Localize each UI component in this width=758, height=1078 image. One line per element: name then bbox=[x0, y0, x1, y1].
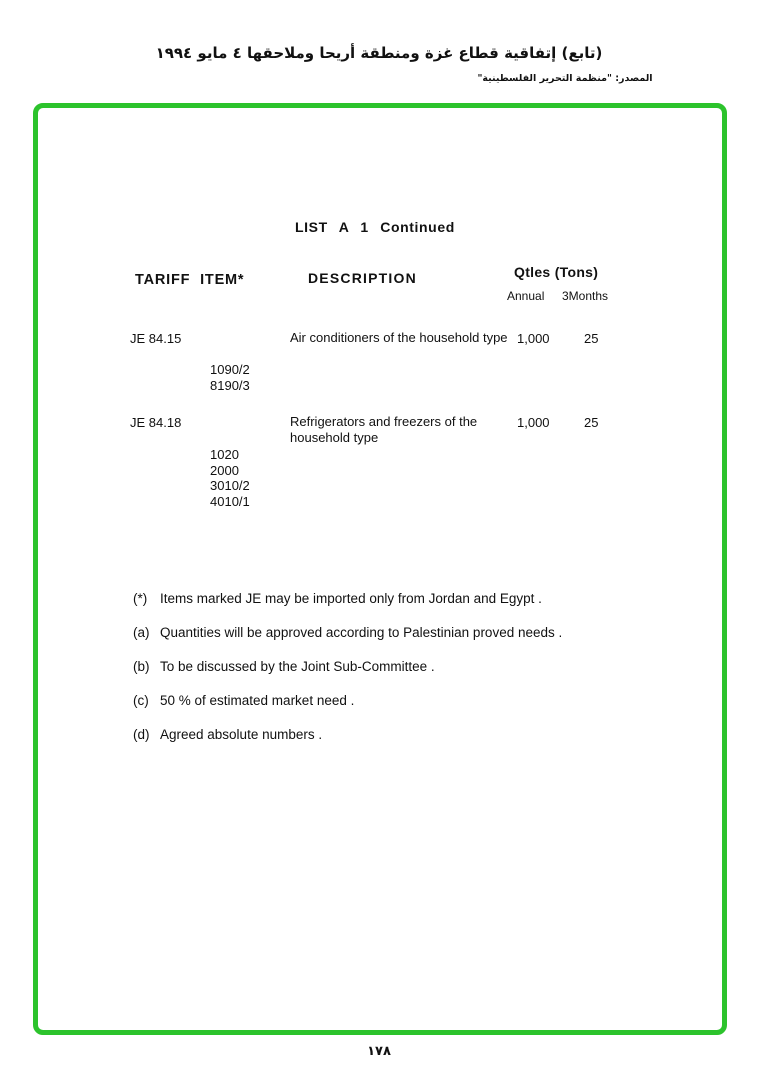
column-subheader-annual: Annual bbox=[507, 289, 545, 303]
footnote-marker: (a) bbox=[133, 625, 150, 640]
table-row-3months-qty: 25 bbox=[584, 415, 599, 430]
table-row-tariff-code: JE 84.15 bbox=[130, 331, 182, 346]
footnote-text: To be discussed by the Joint Sub-Committee . bbox=[160, 659, 435, 674]
subitem-code: 4010/1 bbox=[210, 493, 250, 509]
subitem-code: 1020 bbox=[210, 447, 239, 462]
column-subheader-3months: 3Months bbox=[562, 289, 609, 303]
subitem-code: 1090/2 bbox=[210, 362, 250, 377]
footnote-marker: (b) bbox=[133, 659, 150, 674]
table-row-description: Air conditioners of the household type bbox=[290, 330, 508, 345]
footnote bbox=[133, 727, 322, 742]
column-header-tariff-item: TARIFF ITEM* bbox=[135, 272, 245, 288]
footnote bbox=[133, 659, 435, 674]
footnote-marker: (d) bbox=[133, 727, 150, 742]
subitem-code: 3010/2 bbox=[210, 478, 250, 493]
column-header-qties-tons: Qtles (Tons) bbox=[514, 264, 599, 280]
column-header-description: DESCRIPTION bbox=[308, 270, 417, 286]
subitem-code: 8190/3 bbox=[210, 377, 250, 393]
footnote-marker: (*) bbox=[133, 591, 148, 606]
footnote-marker: (c) bbox=[133, 693, 149, 708]
footnote bbox=[133, 693, 354, 708]
footnote bbox=[133, 625, 562, 640]
table-row-description: Refrigerators and freezers of the household type bbox=[290, 414, 478, 445]
document-title-arabic: (تابع) إتفاقية قطاع غزة ومنطقة أريحا وملاحقها ٤ مايو ١٩٩٤ bbox=[155, 44, 603, 62]
table-row-3months-qty: 25 bbox=[584, 331, 599, 346]
table-row-subitems bbox=[210, 362, 250, 393]
subitem-code: 2000 bbox=[210, 462, 239, 478]
footnote-text: Agreed absolute numbers . bbox=[160, 727, 323, 742]
footnote-text: Quantities will be approved according to Palestinian proved needs . bbox=[160, 625, 563, 640]
footnote-text: 50 % of estimated market need . bbox=[160, 693, 355, 708]
page-number: ١٧٨ bbox=[367, 1044, 391, 1059]
table-row-annual-qty: 1,000 bbox=[517, 415, 550, 430]
footnote bbox=[133, 591, 542, 606]
table-row-annual-qty: 1,000 bbox=[517, 331, 550, 346]
green-frame bbox=[33, 103, 727, 1035]
footnote-text: Items marked JE may be imported only from Jordan and Egypt . bbox=[160, 591, 542, 606]
list-title: LIST A 1 Continued bbox=[295, 219, 455, 235]
document-source-arabic: المصدر: "منظمة التحرير الفلسطينية" bbox=[477, 73, 653, 84]
table-row-tariff-code: JE 84.18 bbox=[130, 415, 182, 430]
table-row-subitems bbox=[210, 447, 250, 509]
